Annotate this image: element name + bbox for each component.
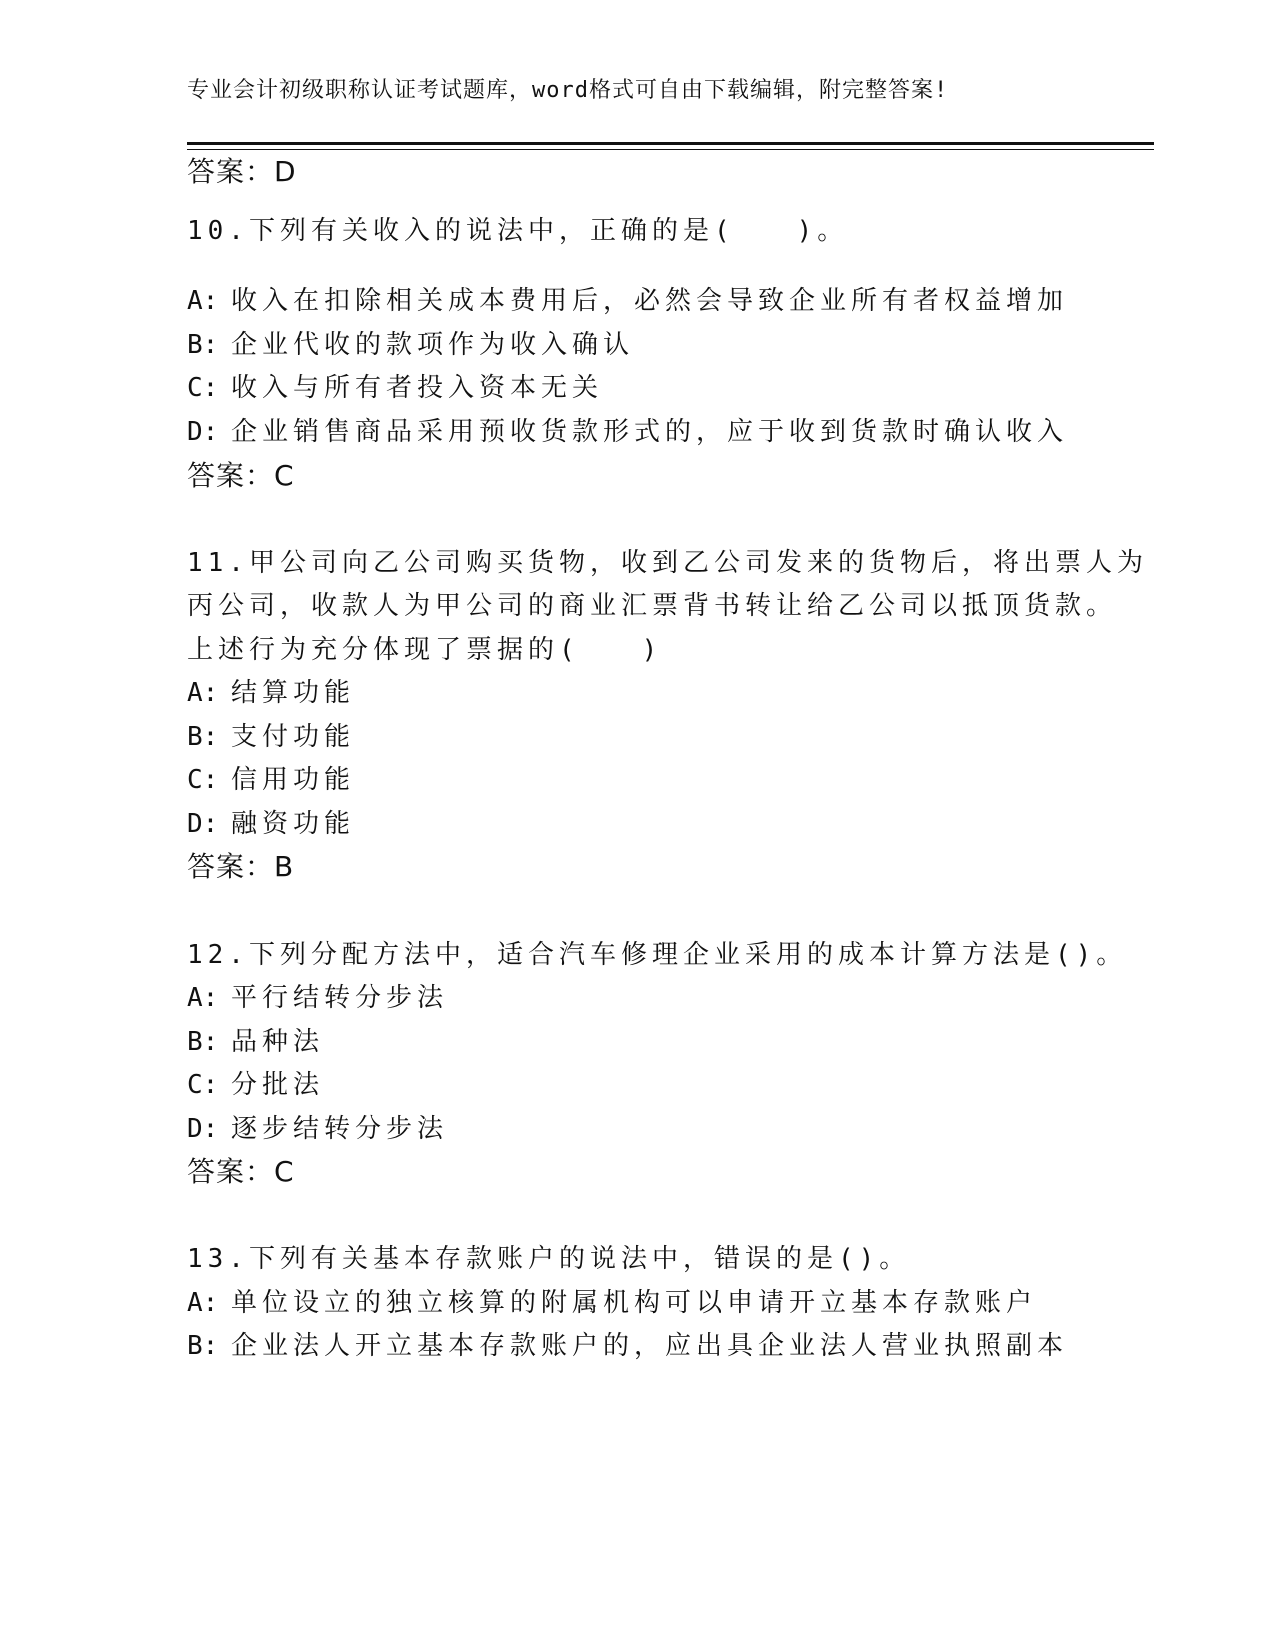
question-10-stem: 10.下列有关收入的说法中，正确的是( )。 <box>187 216 849 246</box>
option-key: A: <box>187 1288 219 1318</box>
question-11-stem-line-1: 11.甲公司向乙公司购买货物，收到乙公司发来的货物后，将出票人为 <box>187 548 1148 578</box>
question-13-option-b <box>187 1326 1068 1366</box>
option-text: 企业代收的款项作为收入确认 <box>231 330 635 360</box>
question-11-stem-line-2: 丙公司，收款人为甲公司的商业汇票背书转让给乙公司以抵顶货款。 <box>187 591 1118 621</box>
question-11-option-d <box>187 804 355 844</box>
option-key: C: <box>187 765 219 795</box>
option-text: 收入在扣除相关成本费用后，必然会导致企业所有者权益增加 <box>231 286 1069 316</box>
option-text: 平行结转分步法 <box>231 983 449 1013</box>
question-10-option-c <box>187 368 603 408</box>
option-text: 品种法 <box>231 1027 325 1057</box>
question-10-option-b <box>187 325 634 365</box>
question-13-stem: 13.下列有关基本存款账户的说法中，错误的是()。 <box>187 1244 911 1274</box>
header-rule-thin <box>187 149 1154 150</box>
option-key: A: <box>187 678 219 708</box>
option-text: 企业销售商品采用预收货款形式的，应于收到货款时确认收入 <box>231 417 1069 447</box>
question-12-option-a <box>187 978 448 1018</box>
option-text: 支付功能 <box>231 722 356 752</box>
option-key: A: <box>187 286 219 316</box>
option-key: D: <box>187 1114 219 1144</box>
option-key: B: <box>187 1027 219 1057</box>
option-text: 逐步结转分步法 <box>231 1114 449 1144</box>
question-10-option-a <box>187 281 1068 321</box>
question-11-option-a <box>187 673 355 713</box>
option-key: D: <box>187 809 219 839</box>
question-12-option-c <box>187 1065 324 1105</box>
option-key: C: <box>187 373 219 403</box>
option-key: C: <box>187 1070 219 1100</box>
header-rule-thick <box>187 142 1154 145</box>
question-12-answer: 答案：C <box>187 1155 295 1188</box>
option-text: 信用功能 <box>231 765 356 795</box>
option-text: 企业法人开立基本存款账户的，应出具企业法人营业执照副本 <box>231 1331 1069 1361</box>
page-header: 专业会计初级职称认证考试题库，word格式可自由下载编辑，附完整答案! <box>187 78 949 103</box>
option-key: B: <box>187 722 219 752</box>
option-key: D: <box>187 417 219 447</box>
question-11-option-b <box>187 717 355 757</box>
option-key: B: <box>187 1331 219 1361</box>
option-text: 融资功能 <box>231 809 356 839</box>
option-key: B: <box>187 330 219 360</box>
question-13-option-a <box>187 1283 1037 1323</box>
top-answer: 答案：D <box>187 155 297 188</box>
option-text: 结算功能 <box>231 678 356 708</box>
option-text: 收入与所有者投入资本无关 <box>231 373 604 403</box>
question-12-stem: 12.下列分配方法中，适合汽车修理企业采用的成本计算方法是()。 <box>187 940 1128 970</box>
question-10-option-d <box>187 412 1068 452</box>
option-text: 单位设立的独立核算的附属机构可以申请开立基本存款账户 <box>231 1288 1038 1318</box>
question-12-option-b <box>187 1022 324 1062</box>
question-11-stem-line-3: 上述行为充分体现了票据的( ) <box>187 635 663 665</box>
option-text: 分批法 <box>231 1070 325 1100</box>
question-11-answer: 答案：B <box>187 850 295 883</box>
question-11-option-c <box>187 760 355 800</box>
option-key: A: <box>187 983 219 1013</box>
question-12-option-d <box>187 1109 448 1149</box>
question-10-answer: 答案：C <box>187 459 295 492</box>
